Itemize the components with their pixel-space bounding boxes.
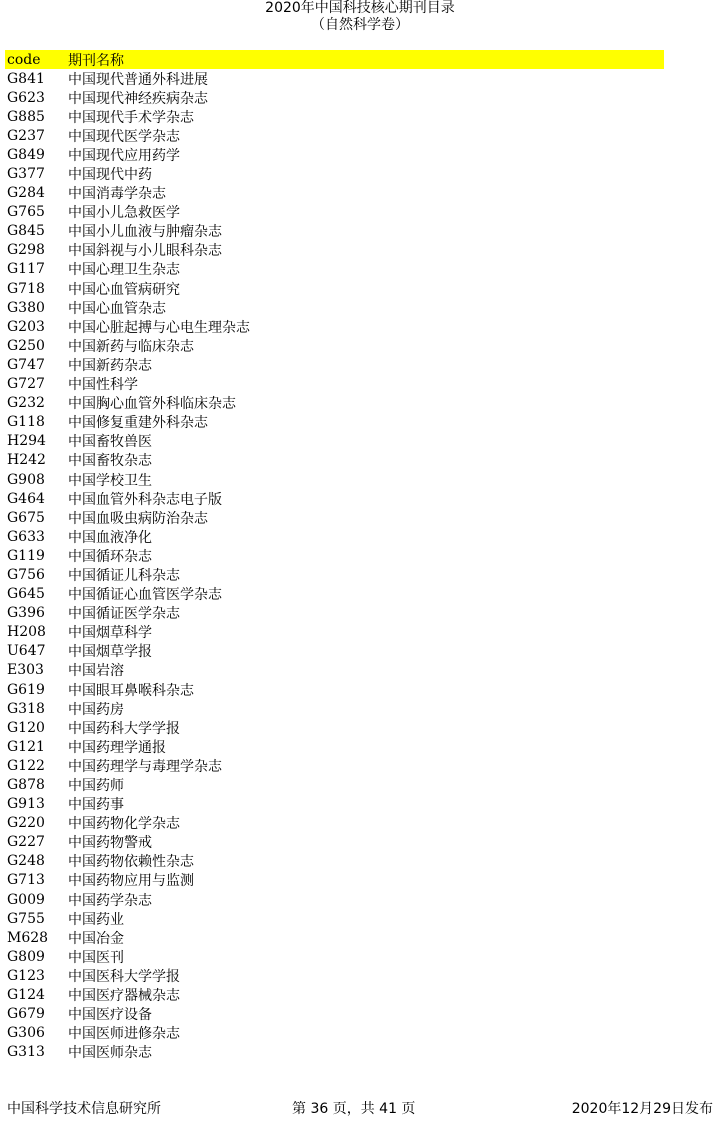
table-row: [5, 565, 664, 584]
journal-name: 中国医师杂志: [68, 1045, 152, 1062]
journal-code: H294: [7, 433, 46, 450]
table-row: [5, 642, 664, 661]
journal-code: G009: [7, 891, 45, 908]
table-row: [5, 336, 664, 355]
table-row: [5, 451, 664, 470]
journal-name: 中国眼耳鼻喉科杂志: [68, 682, 194, 699]
journal-code: G645: [7, 586, 45, 603]
journal-name: 中国现代应用药学: [68, 147, 180, 164]
journal-code: G123: [7, 967, 45, 984]
table-row: [5, 317, 664, 336]
journal-name: 中国烟草学报: [68, 644, 152, 661]
journal-name: 中国血液净化: [68, 529, 152, 546]
journal-name: 中国医刊: [68, 949, 124, 966]
table-row: [5, 947, 664, 966]
table-row: [5, 184, 664, 203]
table-row: [5, 126, 664, 145]
journal-name: 中国药物应用与监测: [68, 873, 194, 890]
journal-name: 中国药学杂志: [68, 892, 152, 909]
journal-name: 中国现代神经疾病杂志: [68, 90, 208, 107]
journal-name: 中国医科大学学报: [68, 968, 180, 985]
journal-code: G248: [7, 853, 45, 870]
journal-name: 中国医疗设备: [68, 1007, 152, 1024]
journal-code: G718: [7, 280, 45, 297]
table-row: [5, 718, 664, 737]
journal-code: G119: [7, 547, 45, 564]
journal-name: 中国循证儿科杂志: [68, 567, 180, 584]
journal-code: G250: [7, 337, 45, 354]
journal-name: 中国修复重建外科杂志: [68, 415, 208, 432]
table-row: [5, 852, 664, 871]
journal-code: H242: [7, 452, 46, 469]
journal-code: G765: [7, 204, 45, 221]
table-body: [5, 69, 664, 1062]
journal-code: G623: [7, 89, 45, 106]
table-row: [5, 413, 664, 432]
journal-code: G318: [7, 700, 45, 717]
journal-name: 中国小儿血液与肿瘤杂志: [68, 224, 222, 241]
journal-code: G396: [7, 605, 45, 622]
journal-name: 中国血吸虫病防治杂志: [68, 510, 208, 527]
journal-name: 中国畜牧兽医: [68, 434, 152, 451]
table-row: [5, 890, 664, 909]
journal-code: G747: [7, 356, 45, 373]
journal-code: G298: [7, 242, 45, 259]
journal-name: 中国学校卫生: [68, 472, 152, 489]
journal-name: 中国医疗器械杂志: [68, 988, 180, 1005]
table-row: [5, 145, 664, 164]
journal-code: G306: [7, 1025, 45, 1042]
journal-code: H208: [7, 624, 46, 641]
table-row: [5, 699, 664, 718]
journal-name: 中国心血管病研究: [68, 281, 180, 298]
journal-name: 中国药师: [68, 778, 124, 795]
journal-code: G849: [7, 146, 45, 163]
table-row: [5, 489, 664, 508]
journal-code: G809: [7, 948, 45, 965]
journal-name: 中国药物化学杂志: [68, 816, 180, 833]
table-row: [5, 1005, 664, 1024]
table-row: [5, 355, 664, 374]
table-row: [5, 1024, 664, 1043]
journal-code: G118: [7, 414, 45, 431]
journal-code: G756: [7, 566, 45, 583]
table-row: [5, 661, 664, 680]
journal-name: 中国岩溶: [68, 663, 124, 680]
footer-publish-date: 2020年12月29日发布: [571, 1101, 713, 1117]
table-row: [5, 966, 664, 985]
journal-code: G237: [7, 127, 45, 144]
journal-code: U647: [7, 643, 46, 660]
journal-name: 中国现代中药: [68, 167, 152, 184]
table-row: [5, 432, 664, 451]
table-row: [5, 375, 664, 394]
journal-name: 中国血管外科杂志电子版: [68, 491, 222, 508]
journal-code: G633: [7, 528, 45, 545]
footer-page-number: 第 36 页，共 41 页: [292, 1101, 416, 1117]
journal-name: 中国药科大学学报: [68, 720, 180, 737]
journal-code: G679: [7, 1006, 45, 1023]
journal-code: G203: [7, 318, 45, 335]
table-row: [5, 279, 664, 298]
page-subtitle: （自然科学卷）: [311, 17, 409, 33]
journal-name: 中国性科学: [68, 377, 138, 394]
journal-name: 中国药物依赖性杂志: [68, 854, 194, 871]
table-row: [5, 107, 664, 126]
journal-name: 中国小儿急救医学: [68, 205, 180, 222]
journal-table: [5, 50, 664, 1062]
journal-name: 中国循环杂志: [68, 548, 152, 565]
name-column-header: 期刊名称: [68, 52, 124, 69]
journal-name: 中国药物警戒: [68, 835, 152, 852]
table-row: [5, 737, 664, 756]
table-row: [5, 88, 664, 107]
journal-code: G220: [7, 815, 45, 832]
journal-name: 中国药理学通报: [68, 739, 166, 756]
journal-name: 中国循证医学杂志: [68, 606, 180, 623]
journal-code: G313: [7, 1044, 45, 1061]
journal-code: G284: [7, 185, 45, 202]
journal-name: 中国循证心血管医学杂志: [68, 587, 222, 604]
journal-code: G845: [7, 223, 45, 240]
journal-name: 中国新药杂志: [68, 357, 152, 374]
table-row: [5, 241, 664, 260]
table-row: [5, 909, 664, 928]
journal-code: E303: [7, 662, 44, 679]
journal-code: G908: [7, 471, 45, 488]
table-row: [5, 775, 664, 794]
journal-name: 中国心理卫生杂志: [68, 262, 180, 279]
table-row: [5, 795, 664, 814]
table-row: [5, 546, 664, 565]
journal-code: G377: [7, 166, 45, 183]
table-row: [5, 203, 664, 222]
journal-code: G727: [7, 376, 45, 393]
table-row: [5, 585, 664, 604]
journal-code: G122: [7, 757, 45, 774]
table-row: [5, 623, 664, 642]
journal-code: G121: [7, 738, 45, 755]
table-row: [5, 527, 664, 546]
table-header: [5, 50, 664, 69]
table-row: [5, 298, 664, 317]
journal-code: G675: [7, 509, 45, 526]
table-row: [5, 394, 664, 413]
journal-name: 中国现代医学杂志: [68, 128, 180, 145]
journal-code: G841: [7, 70, 45, 87]
journal-name: 中国心血管杂志: [68, 300, 166, 317]
table-row: [5, 756, 664, 775]
table-row: [5, 680, 664, 699]
table-row: [5, 222, 664, 241]
table-row: [5, 1043, 664, 1062]
journal-name: 中国消毒学杂志: [68, 186, 166, 203]
journal-name: 中国心脏起搏与心电生理杂志: [68, 319, 250, 336]
journal-code: G878: [7, 777, 45, 794]
code-column-header: code: [7, 51, 41, 68]
journal-name: 中国药业: [68, 911, 124, 928]
journal-code: G885: [7, 108, 45, 125]
journal-name: 中国现代手术学杂志: [68, 109, 194, 126]
journal-code: G124: [7, 987, 45, 1004]
journal-name: 中国烟草科学: [68, 625, 152, 642]
table-row: [5, 604, 664, 623]
table-row: [5, 470, 664, 489]
journal-name: 中国新药与临床杂志: [68, 338, 194, 355]
table-row: [5, 986, 664, 1005]
journal-code: G913: [7, 796, 45, 813]
journal-name: 中国胸心血管外科临床杂志: [68, 396, 236, 413]
table-row: [5, 871, 664, 890]
journal-name: 中国冶金: [68, 930, 124, 947]
table-row: [5, 164, 664, 183]
table-row: [5, 69, 664, 88]
journal-code: G232: [7, 395, 45, 412]
journal-code: G380: [7, 299, 45, 316]
table-row: [5, 260, 664, 279]
journal-code: G619: [7, 681, 45, 698]
journal-code: G713: [7, 872, 45, 889]
journal-name: 中国药房: [68, 701, 124, 718]
table-row: [5, 508, 664, 527]
journal-code: G227: [7, 834, 45, 851]
journal-name: 中国现代普通外科进展: [68, 71, 208, 88]
journal-name: 中国斜视与小儿眼科杂志: [68, 243, 222, 260]
table-row: [5, 814, 664, 833]
journal-name: 中国药理学与毒理学杂志: [68, 758, 222, 775]
journal-name: 中国药事: [68, 797, 124, 814]
journal-code: M628: [7, 929, 49, 946]
page-title: 2020年中国科技核心期刊目录: [265, 0, 455, 16]
footer-institution: 中国科学技术信息研究所: [7, 1101, 161, 1117]
table-row: [5, 833, 664, 852]
journal-code: G117: [7, 261, 45, 278]
journal-name: 中国畜牧杂志: [68, 453, 152, 470]
journal-code: G755: [7, 910, 45, 927]
journal-name: 中国医师进修杂志: [68, 1026, 180, 1043]
journal-code: G464: [7, 490, 45, 507]
journal-code: G120: [7, 719, 45, 736]
table-row: [5, 928, 664, 947]
